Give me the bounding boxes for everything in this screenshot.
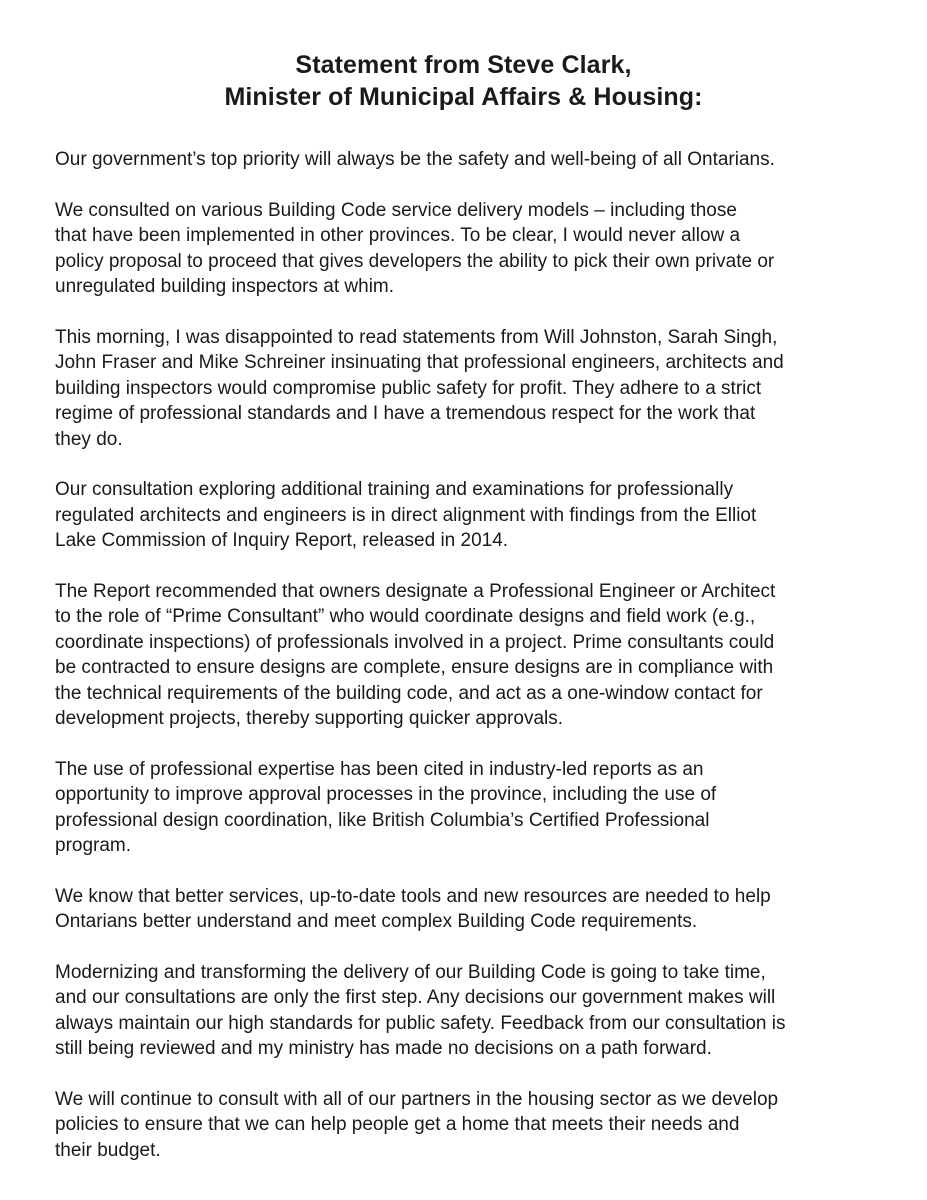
statement-paragraph xyxy=(55,960,885,1062)
paragraph-line: We consulted on various Building Code service delivery models – including those xyxy=(55,199,737,221)
paragraph-line: always maintain our high standards for public safety. Feedback from our consultation is xyxy=(55,1012,786,1034)
paragraph-line: their budget. xyxy=(55,1139,161,1161)
paragraph-line: The Report recommended that owners designate a Professional Engineer or Architect xyxy=(55,580,776,602)
statement-title-line-1: Statement from Steve Clark, xyxy=(295,51,632,79)
paragraph-line: opportunity to improve approval processes in the province, including the use of xyxy=(55,784,717,805)
paragraph-line: they do. xyxy=(55,428,123,450)
paragraph-line: building inspectors would compromise public safety for profit. They adhere to a strict xyxy=(55,377,762,399)
statement-paragraph xyxy=(55,884,885,935)
paragraph-line: We will continue to consult with all of our partners in the housing sector as we develop xyxy=(55,1088,779,1110)
statement-title-line-2: Minister of Municipal Affairs & Housing: xyxy=(224,83,703,111)
paragraph-line: Our government’s top priority will always be the safety and well-being of all Ontarians. xyxy=(55,149,775,170)
paragraph-line: program. xyxy=(55,835,132,856)
paragraph-line: still being reviewed and my ministry has made no decisions on a path forward. xyxy=(55,1038,712,1059)
statement-paragraph xyxy=(55,1087,885,1164)
paragraph-line: policy proposal to proceed that gives developers the ability to pick their own private or xyxy=(55,250,775,272)
paragraph-line: coordinate inspections) of professionals involved in a project. Prime consultants could xyxy=(55,631,775,653)
paragraph-line: Modernizing and transforming the delivery of our Building Code is going to take time, xyxy=(55,961,766,983)
paragraph-line: regulated architects and engineers is in direct alignment with findings from the Elliot xyxy=(55,504,757,526)
paragraph-line: policies to ensure that we can help people get a home that meets their needs and xyxy=(55,1114,740,1135)
paragraph-line: regime of professional standards and I have a tremendous respect for the work that xyxy=(55,403,756,424)
paragraph-line: John Fraser and Mike Schreiner insinuating that professional engineers, architects and xyxy=(55,352,784,373)
statement-paragraph xyxy=(55,325,885,453)
paragraph-line: the technical requirements of the building code, and act as a one-window contact for xyxy=(55,682,763,704)
paragraph-line: Lake Commission of Inquiry Report, released in 2014. xyxy=(55,530,509,551)
statement-paragraph xyxy=(55,198,885,300)
paragraph-line: We know that better services, up-to-date tools and new resources are needed to help xyxy=(55,885,771,907)
statement-paragraph xyxy=(55,147,885,173)
paragraph-line: Our consultation exploring additional training and examinations for professionally xyxy=(55,479,734,500)
paragraph-line: Ontarians better understand and meet complex Building Code requirements. xyxy=(55,911,698,932)
statement-paragraph xyxy=(55,757,885,859)
statement-paragraph xyxy=(55,579,885,732)
paragraph-line: be contracted to ensure designs are complete, ensure designs are in compliance with xyxy=(55,657,774,678)
statement-body xyxy=(55,147,885,1188)
statement-paragraph xyxy=(55,477,885,554)
paragraph-line: unregulated building inspectors at whim. xyxy=(55,276,395,297)
paragraph-line: This morning, I was disappointed to read statements from Will Johnston, Sarah Singh, xyxy=(55,326,778,348)
paragraph-line: The use of professional expertise has been cited in industry-led reports as an xyxy=(55,758,704,780)
paragraph-line: and our consultations are only the first step. Any decisions our government makes will xyxy=(55,987,776,1008)
paragraph-line: to the role of “Prime Consultant” who would coordinate designs and field work (e.g., xyxy=(55,606,756,627)
paragraph-line: that have been implemented in other provinces. To be clear, I would never allow a xyxy=(55,225,741,246)
paragraph-line: development projects, thereby supporting quicker approvals. xyxy=(55,708,564,729)
paragraph-line: professional design coordination, like British Columbia’s Certified Professional xyxy=(55,809,710,831)
